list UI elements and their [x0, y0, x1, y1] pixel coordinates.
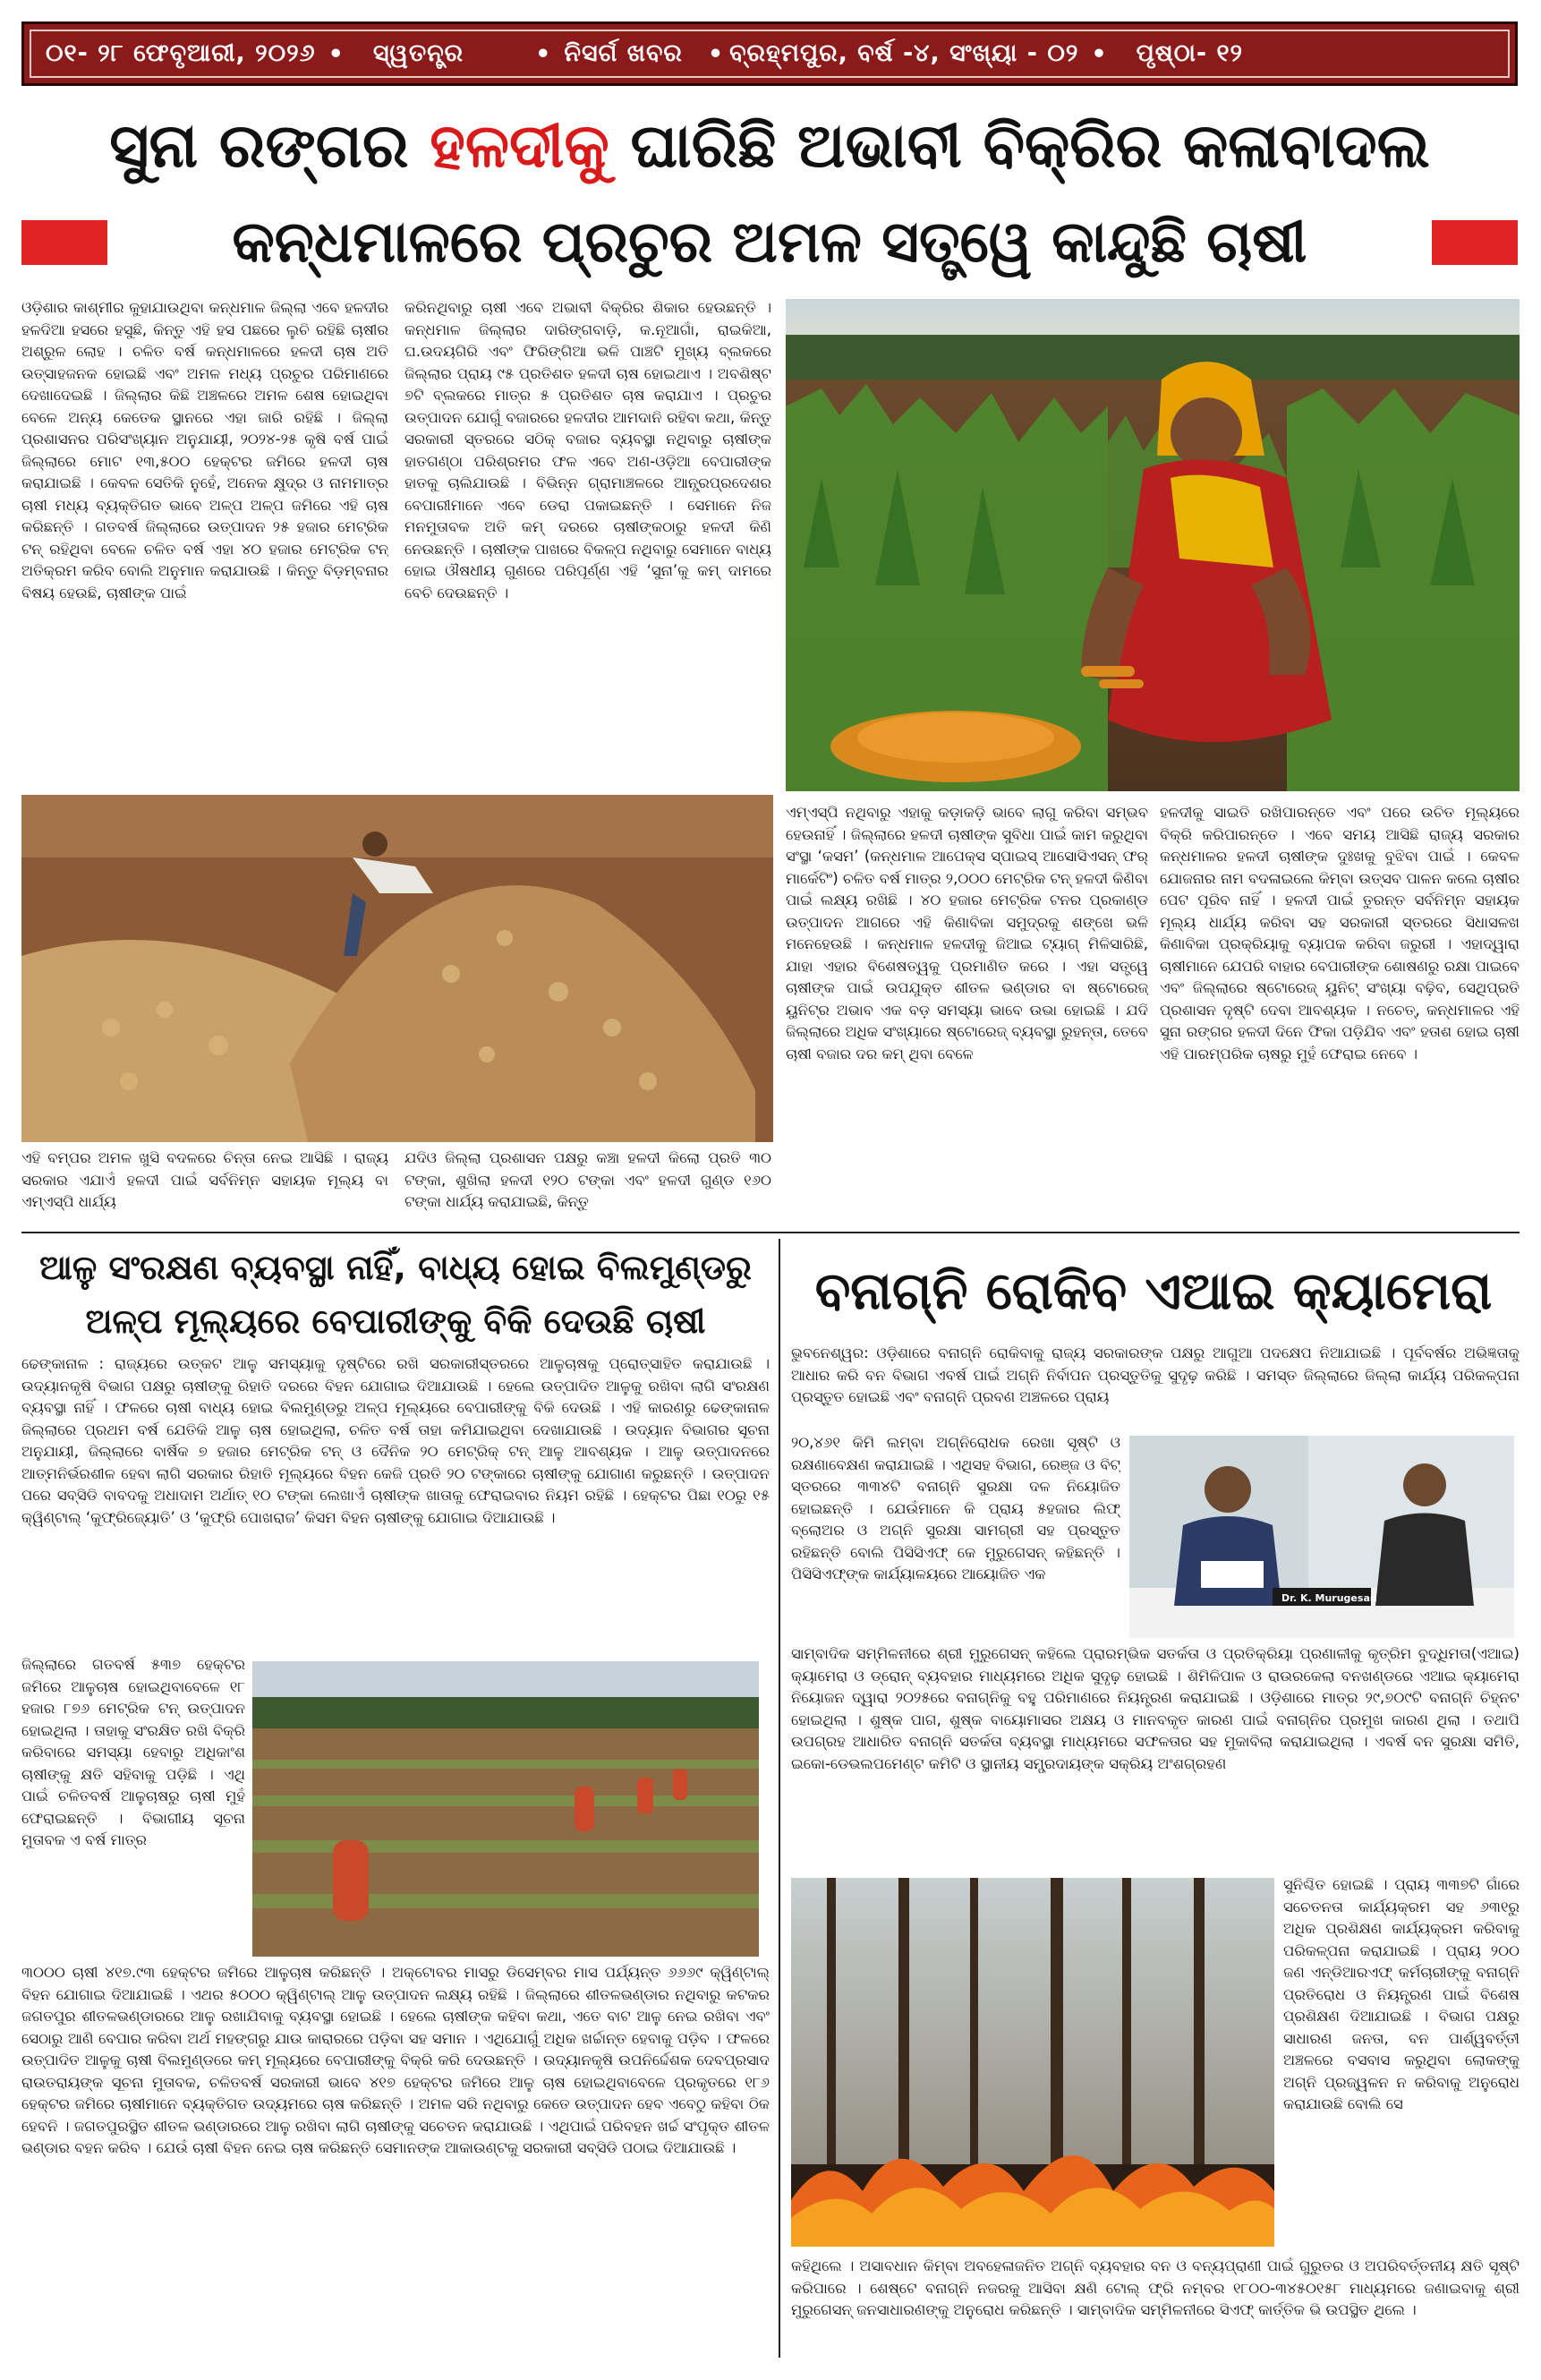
lead-column-1: ଓଡ଼ିଶାର କାଶ୍ମୀର କୁହାଯାଉଥିବା କନ୍ଧମାଳ ଜିଲ୍ଲା ଏବେ ହଳଦୀର ହଳଦିଆ ହସରେ ହସୁଛି, କିନ୍ତୁ ଏହି ହସ ପଛରେ ଲୁଚି ରହିଛି ଚାଷୀର ଅଶ୍ରୁଳ ଲୋହ । ଚଳିତ ବର୍ଷ କନ୍ଧମାଳରେ ହଳଦୀ ଚାଷ ଅତି ଉତ୍ସାହଜନକ ହୋଇଛି ଏବଂ ଅମଳ ମଧ୍ୟ ପ୍ରଚୁର ପରିମାଣରେ ଦେଖାଦେଇଛି । ଜିଲ୍ଲାର କିଛି ଅଞ୍ଚଳରେ ଅମଳ ଶେଷ ହୋଇଥିବା ବେଳେ ଅନ୍ୟ କେତେକ ସ୍ଥାନରେ ଏହା ଜାରି ରହିଛି । ଜିଲ୍ଲା ପ୍ରଶାସନର ପରିସଂଖ୍ୟାନ ଅନୁଯାୟୀ, ୨୦୨୪-୨୫ କୃଷି ବର୍ଷ ପାଇଁ ଜିଲ୍ଲାରେ ମୋଟ ୧୩,୫୦୦ ହେକ୍ଟର ଜମିରେ ହଳଦୀ ଚାଷ କରାଯାଇଛି । କେବଳ ସେତିକି ନୁହେଁ, ଅନେକ କ୍ଷୁଦ୍ର ଓ ନାମମାତ୍ର ଚାଷୀ ମଧ୍ୟ ବ୍ୟକ୍ତିଗତ ଭାବେ ଅଳ୍ପ ଅଳ୍ପ ଜମିରେ ଏହି ଚାଷ କରିଛନ୍ତି । ଗତବର୍ଷ ଜିଲ୍ଲାରେ ଉତ୍ପାଦନ ୨୫ ହଜାର ମେଟ୍ରିକ ଟନ୍ ରହିଥିବା ବେଳେ ଚଳିତ ବର୍ଷ ଏହା ୪୦ ହଜାର ମେଟ୍ରିକ ଟନ୍ ଅତିକ୍ରମ କରିବ ବୋଲି ଅନୁମାନ କରାଯାଉଛି । କିନ୍ତୁ ବିଡ଼ମ୍ବନାର ବିଷୟ ହେଉଛି, ଚାଷୀଙ୍କ ପାଇଁ: [21, 299, 388, 601]
lead-column-1-continued: ଏହି ବମ୍ପର ଅମଳ ଖୁସି ବଦଳରେ ଚିନ୍ତା ନେଇ ଆସିଛି । ରାଜ୍ୟ ସରକାର ଏଯାଏଁ ହଳଦୀ ପାଇଁ ସର୍ବନିମ୍ନ ସହାୟକ ମୂଲ୍ୟ ବା ଏମ୍ଏସ୍ପି ଧାର୍ଯ୍ୟ: [21, 1149, 388, 1210]
masthead-dot: •: [328, 39, 345, 68]
turmeric-heaps-photo: [21, 795, 773, 1142]
lead-headline-accent: ହଳଦୀକୁ: [430, 111, 609, 182]
potato-headline-line2: ଅଳ୍ପ ମୂଲ୍ୟରେ ବେପାରୀଙ୍କୁ ବିକି ଦେଉଛି ଚାଷୀ: [85, 1301, 706, 1341]
potato-headline-line1: ଆଳୁ ସଂରକ୍ଷଣ ବ୍ୟବସ୍ଥା ନାହିଁ, ବାଧ୍ୟ ହୋଇ ବିଲମୁଣ୍ଡରୁ: [39, 1248, 752, 1287]
lead-headline-part2: ଘାରିଛି ଅଭାବୀ ବିକ୍ରିର କଳାବାଦଲ: [609, 111, 1430, 182]
potato-body-bottom: ୩୦୦୦ ଚାଷୀ ୪୧୭.୯୩ ହେକ୍ଟର ଜମିରେ ଆଳୁଚାଷ କରିଛନ୍ତି । ଅକ୍ଟୋବର ମାସରୁ ଡିସେମ୍ବର ମାସ ପର୍ଯ୍ୟନ୍ତ ୬୬୬୯ କ୍ୱିଣ୍ଟାଲ୍ ବିହନ ଯୋଗାଇ ଦିଆଯାଇଛି । ଏଥର ୫୦୦୦ କ୍ୱିଣ୍ଟାଲ୍ ଆଳୁ ଉତ୍ପାଦନ ଲକ୍ଷ୍ୟ ରହିଛି । ଜିଲ୍ଲାରେ ଶୀତଳଭଣ୍ଡାର ନଥିବାରୁ କଟକର ଜଗତପୁର ଶୀତଳଭଣ୍ଡାରରେ ଆଳୁ ରଖାଯିବାକୁ ବ୍ୟବସ୍ଥା ହୋଇଛି । ହେଲେ ଚାଷୀଙ୍କ କହିବା କଥା, ଏତେ ବାଟ ଆଳୁ ନେଇ ରଖିବା ଏବଂ ସେଠାରୁ ଆଣି ବେପାର କରିବା ଅର୍ଥ ମହଙ୍ଗରୁ ଯାଉ କାରାରରେ ପଡ଼ିବା ସହ ସମାନ । ଏଥିଯୋଗୁଁ ଅଧିକ ଖର୍ଚ୍ଚାନ୍ତ ହେବାକୁ ପଡ଼ିବ । ଫଳରେ ଉତ୍ପାଦିତ ଆଳୁକୁ ଚାଷୀ ବିଲମୁଣ୍ଡରେ କମ୍ ମୂଲ୍ୟରେ ବେପାରୀଙ୍କୁ ବିକ୍ରି କରି ଦେଉଛନ୍ତି । ଉଦ୍ୟାନକୃଷି ଉପନିର୍ଦ୍ଦେଶକ ଦେବପ୍ରସାଦ ରାଉତରାୟଙ୍କ ସୂଚନା ମୁତାବକ, ଚଳିତବର୍ଷ ସରକାରୀ ଭାବେ ୪୧୭ ହେକ୍ଟର ଜମିରେ ଆଳୁ ଚାଷ ହୋଇଥିବାବେଳେ ପ୍ରକୃତରେ ୧୮୬ ହେକ୍ଟର ଜମିରେ ଚାଷୀମାନେ ବ୍ୟକ୍ତିଗତ ଉଦ୍ୟମରେ ଚାଷ କରିଛନ୍ତି । ଅମଳ ସରି ନଥିବାରୁ କେତେ ଉତ୍ପାଦନ ହେବ ଏବେଠୁ କହିବା ଠିକ ହେବନି । ଜଗତପୁରସ୍ଥିତ ଶୀତଳ ଭଣ୍ଡାରରେ ଆଳୁ ରଖିବା ଲାଗି ଚାଷୀଙ୍କୁ ସଚେତନ କରାଯାଉଛି । ଏଥିପାଇଁ ପରିବହନ ଖର୍ଚ୍ଚ ସଂପୃକ୍ତ ଶୀତଳ ଭଣ୍ଡାର ବହନ କରିବ । ଯେଉଁ ଚାଷୀ ବିହନ ନେଇ ଚାଷ କରିଛନ୍ତି ସେମାନଙ୍କ ଆକାଉଣ୍ଟକୁ ସରକାରୀ ସବ୍ସିଡି ପଠାଇ ଦିଆଯାଉଛି ।: [21, 1964, 770, 2156]
fire-body-wrap: ୨୦,୪୬୧ କିମି ଲମ୍ବା ଅଗ୍ନିରୋଧକ ରେଖା ସୃଷ୍ଟି ଓ ରକ୍ଷଣାବେକ୍ଷଣ କରାଯାଇଛି । ଏଥିସହ ବିଭାଗ, ରେଞ୍ଜ ଓ ବିଟ୍ ସ୍ତରରେ ୩୩୪ଟି ବନାଗ୍ନି ସୁରକ୍ଷା ଦଳ ନିୟୋଜିତ ହୋଇଛନ୍ତି । ଯେଉଁମାନେ କି ପ୍ରାୟ ୫ହଜାର ଲିଫ୍ ବ୍ଲୋଅର ଓ ଅଗ୍ନି ସୁରକ୍ଷା ସାମଗ୍ରୀ ସହ ପ୍ରସ୍ତୁତ ରହିଛନ୍ତି ବୋଲି ପିସିସିଏଫ୍ କେ ମୁରୁଗେସନ୍ କହିଛନ୍ତି । ପିସିସିଏଫ୍ଙ୍କ କାର୍ଯ୍ୟାଳୟରେ ଆୟୋଜିତ ଏକ: [791, 1434, 1120, 1582]
decorative-bar-left: [21, 220, 107, 265]
lead-headline-part1: ସୁନା ରଙ୍ଗର: [109, 111, 430, 182]
lead-column-3: ଏମ୍ଏସ୍ପି ନଥିବାରୁ ଏହାକୁ କଡ଼ାକଡ଼ି ଭାବେ ଲାଗୁ କରିବା ସମ୍ଭବ ହେଉନାହିଁ । ଜିଲ୍ଲାରେ ହଳଦୀ ଚାଷୀଙ୍କ ସୁବିଧା ପାଇଁ କାମ କରୁଥିବା ସଂସ୍ଥା ‘କସମ’ (କନ୍ଧମାଳ ଆପେକ୍ସ ସ୍ପାଇସ୍ ଆସୋସିଏସନ୍ ଫର୍ ମାର୍କେଟିଂ) ଚଳିତ ବର୍ଷ ମାତ୍ର ୨,୦୦୦ ମେଟ୍ରିକ ଟନ୍ ହଳଦୀ କିଣିବା ପାଇଁ ଲକ୍ଷ୍ୟ ରଖିଛି । ୪୦ ହଜାର ମେଟ୍ରିକ ଟନର ପ୍ରକାଣ୍ଡ ଉତ୍ପାଦନ ଆଗରେ ଏହି କିଣାବିକା ସମୁଦ୍ରକୁ ଶଙ୍ଖେ ଭଳି ମନେହେଉଛି । କନ୍ଧମାଳ ହଳଦୀକୁ ଜିଆଇ ଟ୍ୟାଗ୍ ମିଳିସାରିଛି, ଯାହା ଏହାର ବିଶେଷତ୍ୱକୁ ପ୍ରମାଣିତ କରେ । ଏହା ସତ୍ତ୍ୱେ ଚାଷୀଙ୍କ ପାଇଁ ଉପଯୁକ୍ତ ଶୀତଳ ଭଣ୍ଡାର ବା ଷ୍ଟୋରେଜ୍ ୟୁନିଟ୍ର ଅଭାବ ଏକ ବଡ଼ ସମସ୍ୟା ଭାବେ ଉଭା ହୋଇଛି । ଯଦି ଜିଲ୍ଲାରେ ଅଧିକ ସଂଖ୍ୟାରେ ଷ୍ଟୋରେଜ୍ ବ୍ୟବସ୍ଥା ରୁହନ୍ତା, ତେବେ ଚାଷୀ ବଜାର ଦର କମ୍ ଥିବା ବେଳେ: [786, 804, 1148, 1062]
masthead-place: ବ୍ରହ୍ମପୁର, ବର୍ଷ -୪, ସଂଖ୍ୟା - ୦୨: [729, 39, 1079, 67]
lead-headline: [21, 102, 1518, 192]
lead-column-2-continued: ଯଦିଓ ଜିଲ୍ଲା ପ୍ରଶାସନ ପକ୍ଷରୁ କଞ୍ଚା ହଳଦୀ କିଲୋ ପ୍ରତି ୩୦ ଟଙ୍କା, ଶୁଖିଲା ହଳଦୀ ୧୨୦ ଟଙ୍କା ଏବଂ ହଳଦୀ ଗୁଣ୍ଡ ୧୬୦ ଟଙ୍କା ଧାର୍ଯ୍ୟ କରାଯାଇଛି, କିନ୍ତୁ: [404, 1149, 771, 1210]
fire-headline: ବନାଗ୍ନି ରୋକିବ ଏଆଇ କ୍ୟାମେରା: [814, 1260, 1493, 1321]
fire-body-mid: ସାମ୍ବାଦିକ ସମ୍ମିଳନୀରେ ଶ୍ରୀ ମୁରୁଗେସନ୍ କହିଲେ ପ୍ରାରମ୍ଭିକ ସତର୍କତା ଓ ପ୍ରତିକ୍ରିୟା ପ୍ରଣାଳୀକୁ କୃତ୍ରିମ ବୁଦ୍ଧିମତା(ଏଆଇ) କ୍ୟାମେରା ଓ ଡ୍ରୋନ୍ ବ୍ୟବହାର ମାଧ୍ୟମରେ ଅଧିକ ସୁଦୃଢ଼ ହୋଇଛି । ଶିମିଳିପାଳ ଓ ରାଉରକେଲା ବନଖଣ୍ଡରେ ଏଆଇ କ୍ୟାମେରା ନିୟୋଜନ ଦ୍ୱାରା ୨୦୨୫ରେ ବନାଗ୍ନିକୁ ବହୁ ପରିମାଣରେ ନିୟନ୍ତ୍ରଣ କରାଯାଇଛି । ଓଡ଼ିଶାରେ ମାତ୍ର ୨୯,୭୦୯ଟି ବନାଗ୍ନି ଚିହ୍ନଟ ହୋଇଥିଲା । ଶୁଷ୍କ ପାଗ, ଶୁଷ୍କ ବାୟୋମାସର ଅକ୍ଷୟ ଓ ମାନବକୃତ କାରଣ ପାଇଁ ବନାଗ୍ନିର ପ୍ରମୁଖ କାରଣ ଥିଲା । ତଥାପି ଉପଗ୍ରହ ଆଧାରିତ ବନାଗ୍ନି ସତର୍କତା ବ୍ୟବସ୍ଥା ମାଧ୍ୟମରେ ସଫଳତାର ସହ ମୁକାବିଲା କରାଯାଇଥିଲା । ଏବର୍ଷ ବନ ସୁରକ୍ଷା ସମିତି, ଇକୋ-ଡେଭଲପମେଣ୍ଟ କମିଟି ଓ ସ୍ଥାନୀୟ ସମ୍ପ୍ରଦାୟଙ୍କ ସକ୍ରିୟ ଅଂଶଗ୍ରହଣ: [791, 1645, 1520, 1772]
fire-body-right: ସୁନିଶ୍ଚିତ ହୋଇଛି । ପ୍ରାୟ ୩୩୭ଟି ଗାଁରେ ସଚେତନତା କାର୍ଯ୍ୟକ୍ରମ ସହ ୬୩୧ରୁ ଅଧିକ ପ୍ରଶିକ୍ଷଣ କାର୍ଯ୍ୟକ୍ରମ କରିବାକୁ ପରିକଳ୍ପନା କରାଯାଇଛି । ପ୍ରାୟ ୨୦୦ ଜଣ ଏନ୍ଡିଆରଏଫ୍ କର୍ମଚାରୀଙ୍କୁ ବନାଗ୍ନି ପ୍ରତିରୋଧ ଓ ନିୟନ୍ତ୍ରଣ ପାଇଁ ବିଶେଷ ପ୍ରଶିକ୍ଷଣ ଦିଆଯାଇଛି । ବିଭାଗ ପକ୍ଷରୁ ସାଧାରଣ ଜନତା, ବନ ପାର୍ଶ୍ୱବର୍ତ୍ତୀ ଅଞ୍ଚଳରେ ବସବାସ କରୁଥିବା ଲୋକଙ୍କୁ ଅଗ୍ନି ପ୍ରଜ୍ୱଳନ ନ କରିବାକୁ ଅନୁରୋଧ କରାଯାଉଛି ବୋଲି ସେ: [1283, 1876, 1520, 2112]
potato-body-left: ଜିଲ୍ଲାରେ ଗତବର୍ଷ ୫୩୭ ହେକ୍ଟର ଜମିରେ ଆଳୁଚାଷ ହୋଇଥିବାବେଳେ ୧୮ ହଜାର ୮୭୬ ମେଟ୍ରିକ ଟନ୍ ଉତ୍ପାଦନ ହୋଇଥିଲା । ତାହାକୁ ସଂରକ୍ଷିତ ରଖି ବିକ୍ରି କରିବାରେ ସମସ୍ୟା ହେବାରୁ ଅଧିକାଂଶ ଚାଷୀଙ୍କୁ କ୍ଷତି ସହିବାକୁ ପଡ଼ିଛି । ଏଥି ପାଇଁ ଚଳିତବର୍ଷ ଆଳୁଚାଷରୁ ଚାଷୀ ମୁହଁ ଫେରାଇଛନ୍ତି । ବିଭାଗୀୟ ସୂଚନା ମୁତାବକ ଏ ବର୍ଷ ମାତ୍ର: [21, 1656, 245, 1848]
lead-subheadline: କନ୍ଧମାଳରେ ପ୍ରଚୁର ଅମଳ ସତ୍ତ୍ୱେ କାନ୍ଦୁଛି ଚାଷୀ: [232, 209, 1307, 276]
turmeric-harvest-photo: [786, 299, 1520, 791]
fire-body-bottom: କହିଥିଲେ । ଅସାବଧାନ କିମ୍ବା ଅବହେଳାଜନିତ ଅଗ୍ନି ବ୍ୟବହାର ବନ ଓ ବନ୍ୟପ୍ରାଣୀ ପାଇଁ ଗୁରୁତର ଓ ଅପରିବର୍ତ୍ତନୀୟ କ୍ଷତି ସୃଷ୍ଟି କରିପାରେ । ଶେଷ୍ଟେ ବନାଗ୍ନି ନଜରକୁ ଆସିବା କ୍ଷଣି ଟୋଲ୍ ଫ୍ରି ନମ୍ବର ୧୮୦୦-୩୪୫୦୧୫୮ ମାଧ୍ୟମରେ ଜଣାଇବାକୁ ଶ୍ରୀ ମୁରୁଗେସନ୍ ଜନସାଧାରଣଙ୍କୁ ଅନୁରୋଧ କରିଛନ୍ତି । ସାମ୍ବାଦିକ ସମ୍ମିଳନୀରେ ସିଏଫ୍ କାର୍ତ୍ତିକ ଭି ଉପସ୍ଥିତ ଥିଲେ ।: [791, 2257, 1520, 2318]
lead-subheadline-row: [21, 202, 1518, 283]
column-divider: [779, 1239, 780, 2358]
section-divider: [21, 1232, 1520, 1233]
masthead-type: ସ୍ୱତନ୍ତ୍ର: [372, 39, 464, 67]
fire-body-top: ଭୁବନେଶ୍ୱର: ଓଡ଼ିଶାରେ ବନାଗ୍ନି ରୋକିବାକୁ ରାଜ୍ୟ ସରକାରଙ୍କ ପକ୍ଷରୁ ଆଗୁଆ ପଦକ୍ଷେପ ନିଆଯାଇଛି । ପୂର୍ବବର୍ଷର ଅଭିଜ୍ଞତାକୁ ଆଧାର କରି ବନ ବିଭାଗ ଏବର୍ଷ ପାଇଁ ଅଗ୍ନି ନିର୍ବାପନ ପ୍ରସ୍ତୁତିକୁ ସୁଦୃଢ଼ କରିଛି । ସମସ୍ତ ଜିଲ୍ଲାରେ ଜିଲ୍ଲା କାର୍ଯ୍ୟ ପରିକଳ୍ପନା ପ୍ରସ୍ତୁତ ହୋଇଛି ଏବଂ ବନାଗ୍ନି ପ୍ରବଣ ଅଞ୍ଚଳରେ ପ୍ରାୟ: [791, 1344, 1520, 1405]
masthead-dot: •: [707, 39, 725, 68]
decorative-bar-right: [1432, 220, 1518, 265]
masthead-dot: •: [535, 39, 552, 68]
potato-field-photo: [252, 1661, 759, 1957]
masthead-paper: ନିସର୍ଗ ଖବର: [564, 39, 683, 67]
masthead-date: ୦୧- ୨୮ ଫେବୃଆରୀ, ୨୦୨୬: [46, 39, 316, 67]
lead-column-2: କରିନଥିବାରୁ ଚାଷୀ ଏବେ ଅଭାବୀ ବିକ୍ରିର ଶିକାର ହେଉଛନ୍ତି । କନ୍ଧମାଳ ଜିଲ୍ଲାର ଦାରିଙ୍ଗବାଡ଼ି, କ.ନୂଆଗାଁ, ରାଇକିଆ, ଘ.ଉଦୟଗିରି ଏବଂ ଫିରିଙ୍ଗିଆ ଭଳି ପାଞ୍ଚଟି ମୁଖ୍ୟ ବ୍ଲକରେ ଜିଲ୍ଲାର ପ୍ରାୟ ୯୫ ପ୍ରତିଶତ ହଳଦୀ ଚାଷ ହୋଇଥାଏ । ଅବଶିଷ୍ଟ ୭ଟି ବ୍ଲକରେ ମାତ୍ର ୫ ପ୍ରତିଶତ ଚାଷ କରାଯାଏ । ପ୍ରଚୁର ଉତ୍ପାଦନ ଯୋଗୁଁ ବଜାରରେ ହଳଦୀର ଆମଦାନି ରହିବା କଥା, କିନ୍ତୁ ସରକାରୀ ସ୍ତରରେ ସଠିକ୍ ବଜାର ବ୍ୟବସ୍ଥା ନଥିବାରୁ ଚାଷୀଙ୍କ ହାତଗଣ୍ଠା ପରିଶ୍ରମର ଫଳ ଏବେ ଅଣ-ଓଡ଼ିଆ ବେପାରୀଙ୍କ ହାତକୁ ଚାଲିଯାଉଛି । ବିଭିନ୍ନ ଗ୍ରାମାଞ୍ଚଳରେ ଆନ୍ଧ୍ରପ୍ରଦେଶର ବେପାରୀମାନେ ଏବେ ଡେରା ପକାଇଛନ୍ତି । ସେମାନେ ନିଜ ମନମୁତାବକ ଅତି କମ୍ ଦରରେ ଚାଷୀଙ୍କଠାରୁ ହଳଦୀ କିଣି ନେଉଛନ୍ତି । ଚାଷୀଙ୍କ ପାଖରେ ବିକଳ୍ପ ନଥିବାରୁ ସେମାନେ ବାଧ୍ୟ ହୋଇ ଔଷଧୀୟ ଗୁଣରେ ପରିପୂର୍ଣ୍ଣ ଏହି ‘ସୁନା’କୁ କମ୍ ଦାମରେ ବେଚି ଦେଉଛନ୍ତି ।: [404, 299, 771, 601]
masthead-page: ପୃଷ୍ଠା- ୧୨: [1136, 39, 1243, 67]
press-conference-photo: [1129, 1436, 1514, 1638]
masthead-dot: •: [1091, 39, 1108, 68]
forest-fire-photo: [791, 1878, 1274, 2247]
masthead: [21, 21, 1518, 86]
photo-caption: Dr. K. Murugesan: [1281, 1592, 1377, 1604]
lead-column-4: ହଳଦୀକୁ ସାଇତି ରଖିପାରନ୍ତେ ଏବଂ ପରେ ଉଚିତ ମୂଲ୍ୟରେ ବିକ୍ରି କରିପାରନ୍ତେ । ଏବେ ସମୟ ଆସିଛି ରାଜ୍ୟ ସରକାର କନ୍ଧମାଳର ହଳଦୀ ଚାଷୀଙ୍କ ଦୁଃଖକୁ ବୁଝିବା ପାଇଁ । କେବଳ ଯୋଜନାର ନାମ ବଦଳାଇଲେ କିମ୍ବା ଉତ୍ସବ ପାଳନ କଲେ ଚାଷୀର ପେଟ ପୂରିବ ନାହିଁ । ହଳଦୀ ପାଇଁ ତୁରନ୍ତ ସର୍ବନିମ୍ନ ସହାୟକ ମୂଲ୍ୟ ଧାର୍ଯ୍ୟ କରିବା ସହ ସରକାରୀ ସ୍ତରରେ ସିଧାସଳଖ କିଣାବିକା ପ୍ରକ୍ରିୟାକୁ ବ୍ୟାପକ କରିବା ଜରୁରୀ । ଏହାଦ୍ୱାରା ଚାଷୀମାନେ ଯେପରି ବାହାର ବେପାରୀଙ୍କ ଶୋଷଣରୁ ରକ୍ଷା ପାଇବେ ଏବଂ ଜିଲ୍ଲାରେ ଷ୍ଟୋରେଜ୍ ୟୁନିଟ୍ ସଂଖ୍ୟା ବଢ଼ିବ, ସେଥିପ୍ରତି ପ୍ରଶାସନ ଦୃଷ୍ଟି ଦେବା ଆବଶ୍ୟକ । ନଚେତ୍, କନ୍ଧମାଳର ଏହି ସୁନା ରଙ୍ଗର ହଳଦୀ ଦିନେ ଫିକା ପଡ଼ିଯିବ ଏବଂ ହତାଶ ହୋଇ ଚାଷୀ ଏହି ପାରମ୍ପରିକ ଚାଷରୁ ମୁହଁ ଫେରାଇ ନେବେ ।: [1160, 804, 1520, 1062]
potato-body-top: ଢେଙ୍କାନାଳ : ରାଜ୍ୟରେ ଉତ୍କଟ ଆଳୁ ସମସ୍ୟାକୁ ଦୃଷ୍ଟିରେ ରଖି ସରକାରୀସ୍ତରରେ ଆଳୁଚାଷକୁ ପ୍ରୋତ୍ସାହିତ କରାଯାଉଛି । ଉଦ୍ୟାନକୃଷି ବିଭାଗ ପକ୍ଷରୁ ଚାଷୀଙ୍କୁ ରିହାତି ଦରରେ ବିହନ ଯୋଗାଇ ଦିଆଯାଉଛି । ହେଲେ ଉତ୍ପାଦିତ ଆଳୁକୁ ରଖିବା ଲାଗି ସଂରକ୍ଷଣ ବ୍ୟବସ୍ଥା ନାହିଁ । ଫଳରେ ଚାଷୀ ବାଧ୍ୟ ହୋଇ ବିଲମୁଣ୍ଡରୁ ଅଳ୍ପ ମୂଲ୍ୟରେ ବେପାରୀଙ୍କୁ ବିକି ଦେଉଛି । ଏହି କାରଣରୁ ଢେଙ୍କାନାଳ ଜିଲ୍ଲାରେ ପ୍ରଥମ ବର୍ଷ ଯେତିକି ଆଳୁ ଚାଷ ହୋଇଥିଲା, ଚଳିତ ବର୍ଷ ତାହା କମିଯାଇଥିବା ଦେଖାଯାଉଛି । ଉଦ୍ୟାନ ବିଭାଗର ସୂଚନା ଅନୁଯାୟୀ, ଜିଲ୍ଲାରେ ବାର୍ଷିକ ୭ ହଜାର ମେଟ୍ରିକ ଟନ୍ ଓ ଦୈନିକ ୨୦ ମେଟ୍ରିକ୍ ଟନ୍ ଆଳୁ ଆବଶ୍ୟକ । ଆଳୁ ଉତ୍ପାଦନରେ ଆତ୍ମନିର୍ଭରଶୀଳ ହେବା ଲାଗି ସରକାର ରିହାତି ମୂଲ୍ୟରେ ବିହନ କେଜି ପ୍ରତି ୨୦ ଟଙ୍କାରେ ଚାଷୀଙ୍କୁ ଯୋଗାଣ କରୁଛନ୍ତି । ଉତ୍ପାଦନ ପରେ ସବ୍ସିଡି ବାବଦକୁ ଅଧାଦାମ ଅର୍ଥାତ୍ ୧୦ ଟଙ୍କା ଲେଖାଏଁ ଚାଷୀଙ୍କ ଖାତାକୁ ଫେରାଇବାର ନିୟମ ରହିଛି । ହେକ୍ଟର ପିଛା ୧୦ରୁ ୧୫ କ୍ୱିଣ୍ଟାଲ୍ ‘କୁଫ୍ରିଜ୍ୟୋତି’ ଓ ‘କୁଫ୍ରି ପୋଖରାଜ’ କିସମ ବିହନ ଚାଷୀଙ୍କୁ ଯୋଗାଇ ଦିଆଯାଉଛି ।: [21, 1355, 770, 1526]
